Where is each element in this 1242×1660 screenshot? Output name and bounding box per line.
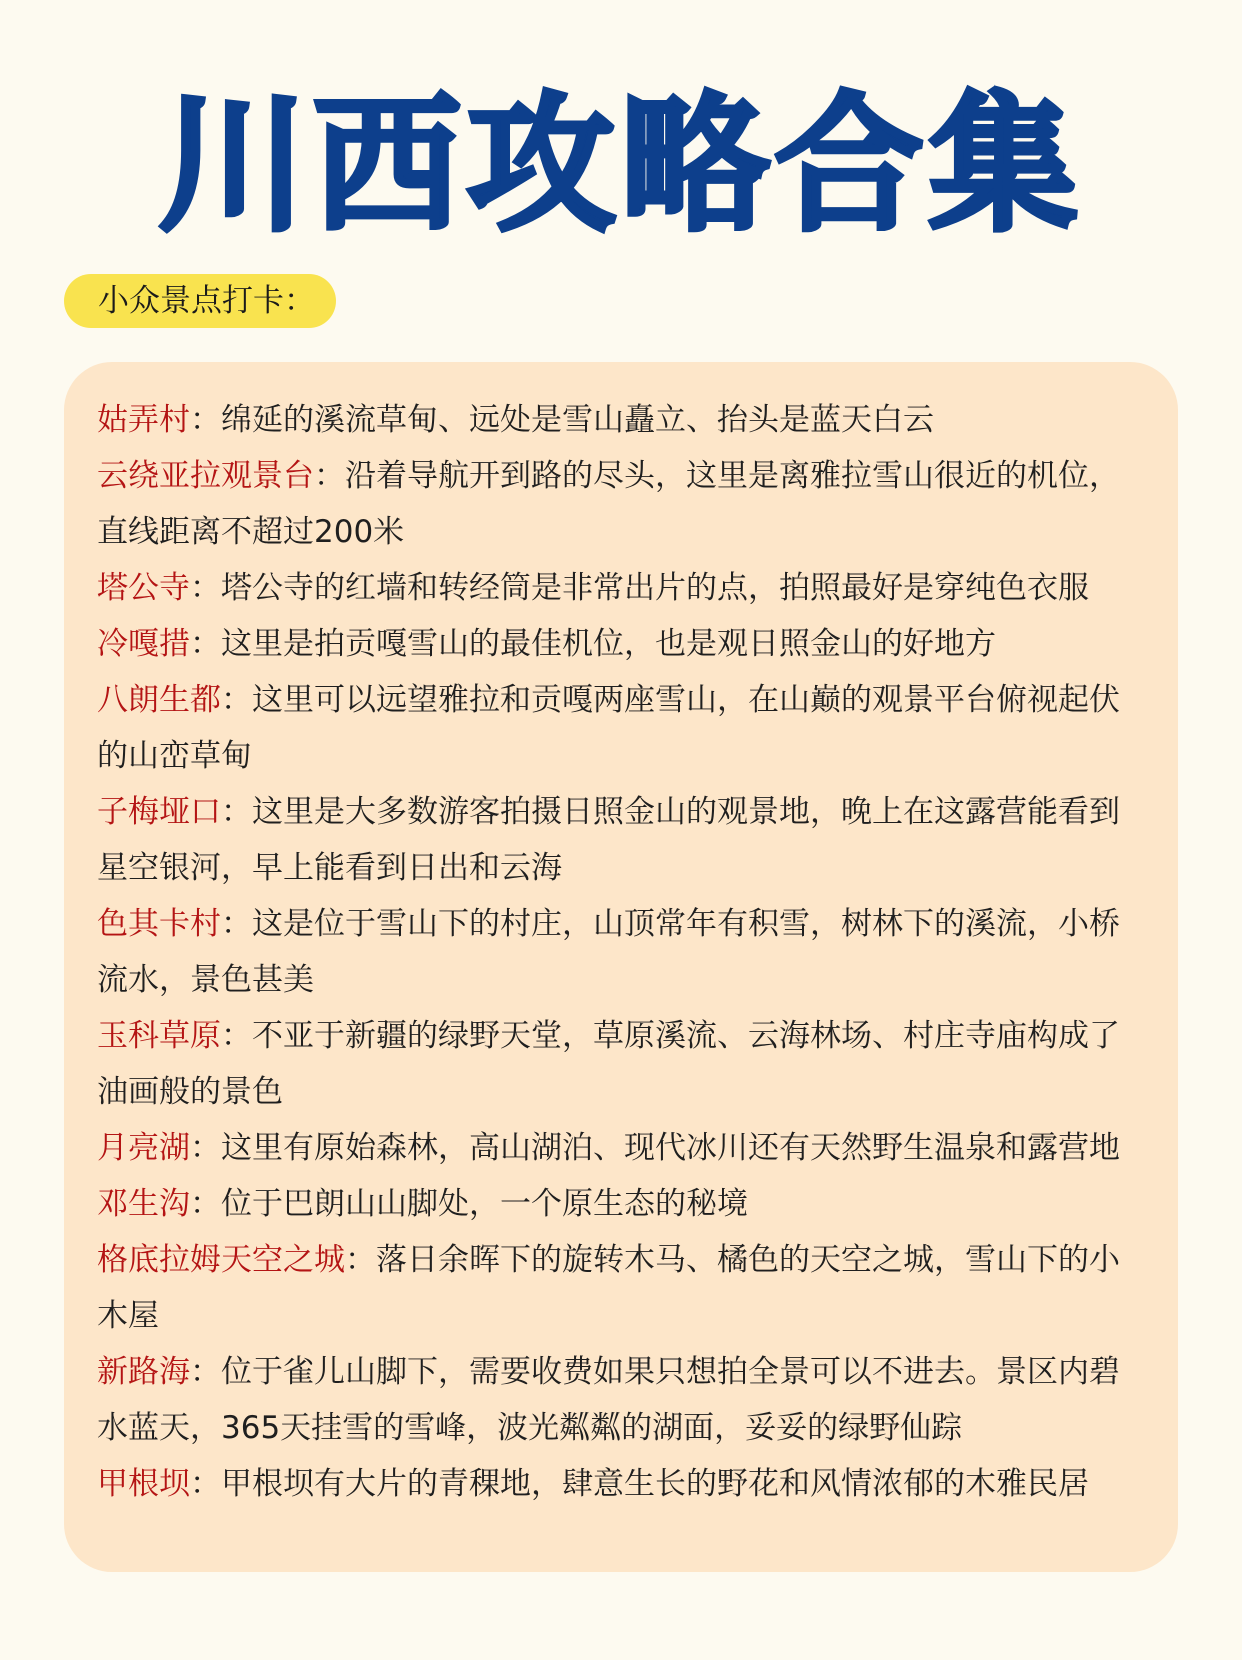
- list-item: [97, 1232, 1150, 1344]
- spot-description: ：位于巴朗山山脚处，一个原生态的秘境: [190, 1186, 748, 1222]
- spot-name: 云绕亚拉观景台: [97, 458, 314, 494]
- spot-description: ：这里是拍贡嘎雪山的最佳机位，也是观日照金山的好地方: [190, 626, 996, 662]
- list-item: [97, 560, 1150, 616]
- list-item: [97, 1008, 1150, 1120]
- content-card: [64, 362, 1178, 1572]
- spot-description: ：塔公寺的红墙和转经筒是非常出片的点，拍照最好是穿纯色衣服: [190, 570, 1089, 606]
- spot-description: ：不亚于新疆的绿野天堂，草原溪流、云海林场、村庄寺庙构成了油画般的景色: [97, 1018, 1120, 1110]
- spot-description: ：这里有原始森林，高山湖泊、现代冰川还有天然野生温泉和露营地: [190, 1130, 1120, 1166]
- spot-description: ：落日余晖下的旋转木马、橘色的天空之城，雪山下的小木屋: [97, 1242, 1120, 1334]
- list-item: [97, 784, 1150, 896]
- spot-description: ：位于雀儿山脚下，需要收费如果只想拍全景可以不进去。景区内碧水蓝天，365天挂雪的雪峰，波光粼粼的湖面，妥妥的绿野仙踪: [97, 1354, 1120, 1446]
- spot-name: 八朗生都: [97, 682, 221, 718]
- list-item: [97, 672, 1150, 784]
- list-item: [97, 1456, 1150, 1512]
- spot-description: ：甲根坝有大片的青稞地，肆意生长的野花和风情浓郁的木雅民居: [190, 1466, 1089, 1502]
- spot-name: 姑弄村: [97, 402, 190, 438]
- list-item: [97, 392, 1150, 448]
- list-item: [97, 1120, 1150, 1176]
- spot-name: 月亮湖: [97, 1130, 190, 1166]
- spot-description: ：这里是大多数游客拍摄日照金山的观景地，晚上在这露营能看到星空银河，早上能看到日出和云海: [97, 794, 1120, 886]
- spot-description: ：这里可以远望雅拉和贡嘎两座雪山，在山巅的观景平台俯视起伏的山峦草甸: [97, 682, 1120, 774]
- spot-name: 邓生沟: [97, 1186, 190, 1222]
- spot-description: ：沿着导航开到路的尽头，这里是离雅拉雪山很近的机位，直线距离不超过200米: [97, 458, 1120, 550]
- spot-name: 甲根坝: [97, 1466, 190, 1502]
- spot-name: 新路海: [97, 1354, 190, 1390]
- list-item: [97, 1344, 1150, 1456]
- spot-name: 玉科草原: [97, 1018, 221, 1054]
- spot-description: ：这是位于雪山下的村庄，山顶常年有积雪，树林下的溪流，小桥流水，景色甚美: [97, 906, 1120, 998]
- spot-name: 冷嘎措: [97, 626, 190, 662]
- spot-name: 格底拉姆天空之城: [97, 1242, 345, 1278]
- list-item: [97, 1176, 1150, 1232]
- spot-name: 色其卡村: [97, 906, 221, 942]
- page-title: 川西攻略合集: [159, 79, 1083, 251]
- list-item: [97, 896, 1150, 1008]
- section-tag: 小众景点打卡：: [64, 274, 336, 328]
- spot-name: 塔公寺: [97, 570, 190, 606]
- spot-description: ：绵延的溪流草甸、远处是雪山矗立、抬头是蓝天白云: [190, 402, 934, 438]
- list-item: [97, 616, 1150, 672]
- list-item: [97, 448, 1150, 560]
- spot-name: 子梅垭口: [97, 794, 221, 830]
